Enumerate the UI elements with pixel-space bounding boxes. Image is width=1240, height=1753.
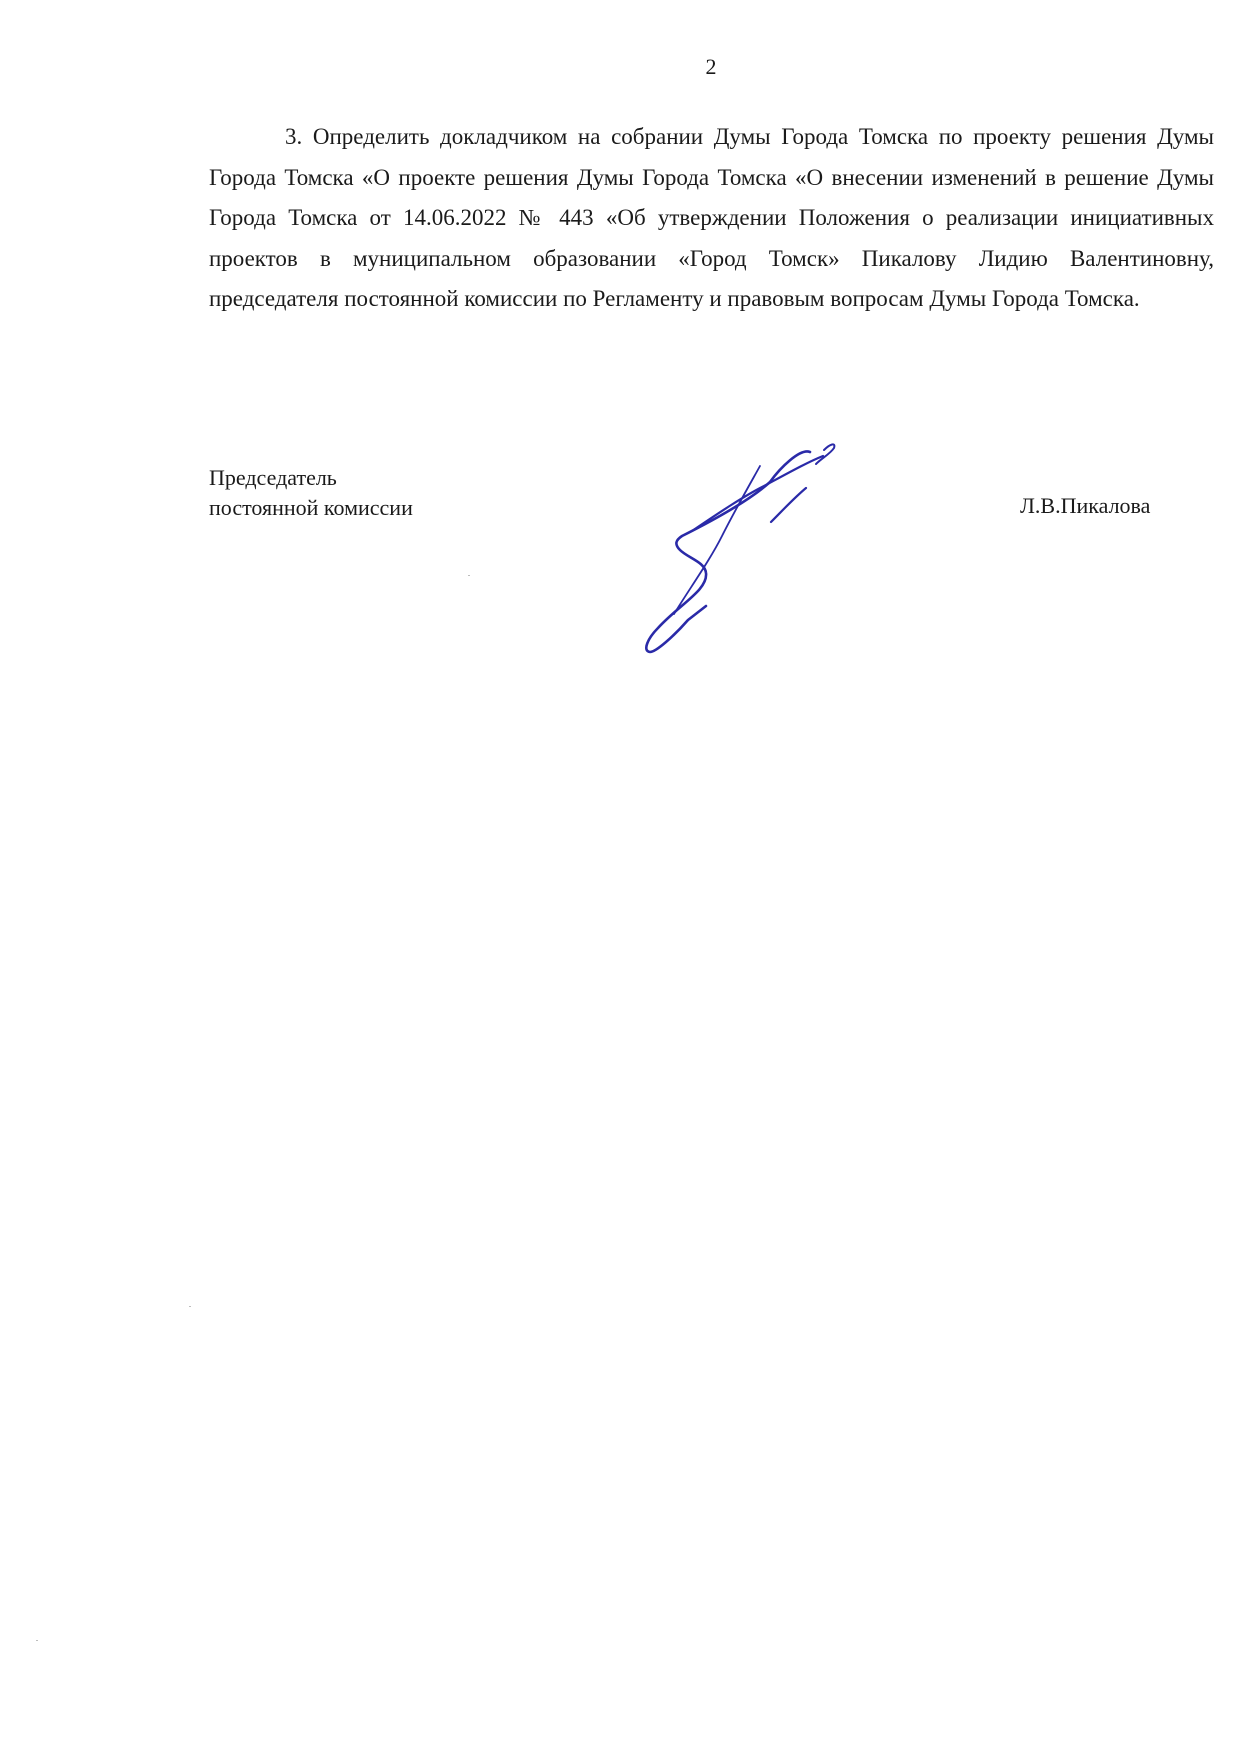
handwritten-signature — [640, 438, 900, 668]
signature-stroke-loop — [674, 466, 760, 614]
signer-name: Л.В.Пикалова — [1020, 493, 1151, 518]
signature-stroke-main — [646, 451, 810, 652]
scan-speck — [189, 1306, 191, 1307]
signer-title — [209, 463, 413, 523]
page-number: 2 — [705, 54, 717, 79]
signature-stroke-slash — [771, 488, 806, 522]
scan-speck — [36, 1640, 38, 1641]
scan-speck — [468, 575, 470, 576]
signature-stroke-hook — [816, 444, 834, 464]
body-paragraph: 3. Определить докладчиком на собрании Думы Города Томска по проекту решения Думы Города Томска «О проекте решения Думы Города Томска «О внесении изменений в решение Думы Города Томска от 14.06.2022 № 443 «Об утверждении Положения о реализации инициативных проектов в муниципальном образовании «Город Томск» Пикалову Лидию Валентиновну, председателя постоянной комиссии по Регламенту и правовым вопросам Думы Города Томска. — [209, 124, 1214, 311]
signer-title-line-2: постоянной комиссии — [209, 495, 413, 520]
signer-title-line-1: Председатель — [209, 465, 337, 490]
